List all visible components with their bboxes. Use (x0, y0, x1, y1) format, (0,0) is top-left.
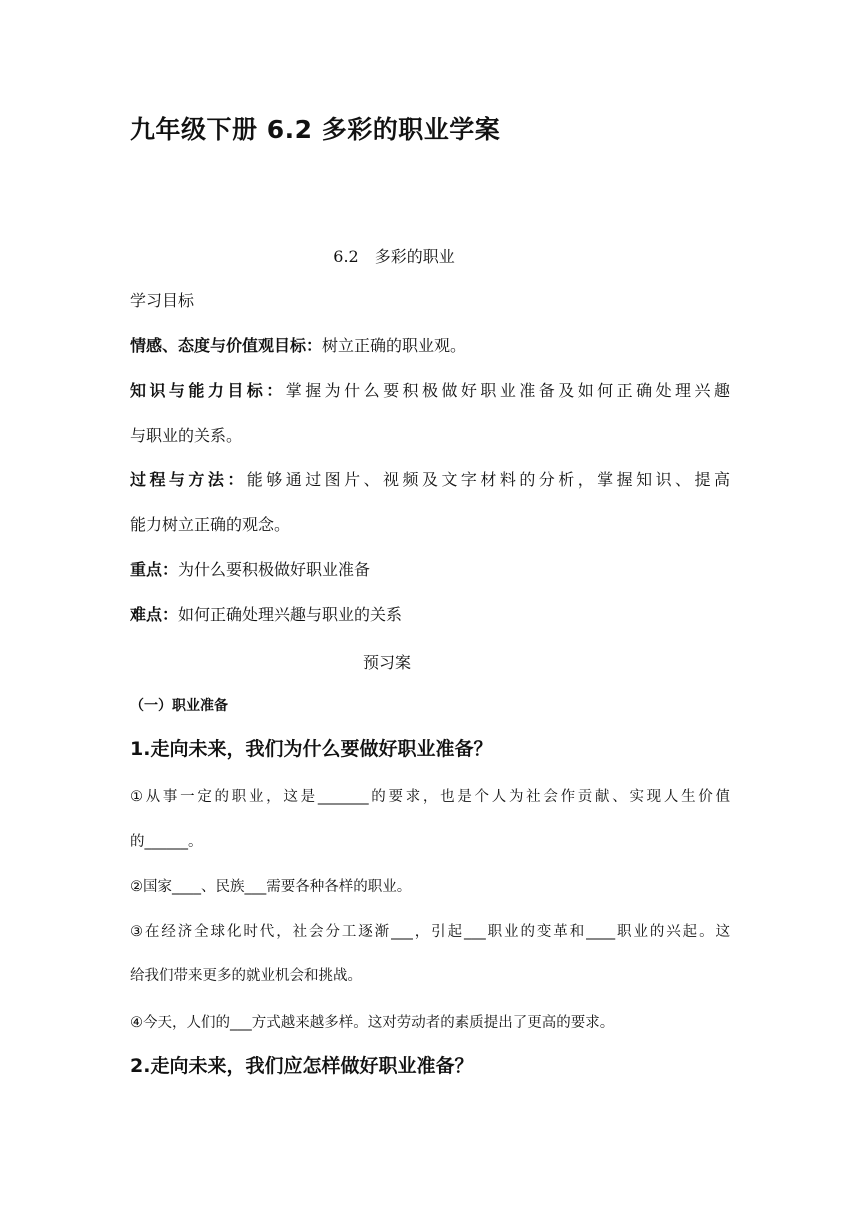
list-item: ③在经济全球化时代，社会分工逐渐___，引起___职业的变革和____职业的兴起。这 (130, 924, 730, 940)
goal-label: 重点： (130, 560, 179, 579)
goal-process (130, 469, 730, 491)
list-item-cont: 的______。 (130, 834, 203, 850)
lesson-subtitle-text: 6.2 多彩的职业 (333, 247, 455, 266)
question-heading: 2.走向未来，我们应怎样做好职业准备？ (130, 1055, 474, 1077)
document-title: 九年级下册 6.2 多彩的职业学案 (130, 115, 501, 144)
goal-knowledge-cont: 与职业的关系。 (130, 426, 243, 445)
goal-text: 为什么要积极做好职业准备 (178, 560, 371, 579)
goal-text: 树立正确的职业观。 (322, 336, 467, 355)
goal-knowledge (130, 380, 730, 402)
goal-text: 如何正确处理兴趣与职业的关系 (178, 605, 403, 624)
preview-heading (0, 650, 860, 673)
difficult-point (130, 604, 730, 626)
goal-label: 难点： (130, 605, 179, 624)
goal-emotion (130, 335, 730, 357)
goal-text: 掌握为什么要积极做好职业准备及如何正确处理兴趣 (285, 381, 730, 400)
goal-label: 过程与方法： (130, 470, 247, 489)
key-point (130, 559, 730, 581)
goals-heading: 学习目标 (130, 291, 195, 310)
goal-process-cont: 能力树立正确的观念。 (130, 515, 291, 534)
list-item: ②国家____、民族___需要各种各样的职业。 (130, 879, 412, 895)
section-heading: （一）职业准备 (130, 698, 228, 714)
preview-heading-text: 预习案 (362, 653, 411, 672)
lesson-subtitle (0, 244, 860, 267)
question-heading: 1.走向未来，我们为什么要做好职业准备？ (130, 738, 493, 760)
list-item: ④今天，人们的___方式越来越多样。这对劳动者的素质提出了更高的要求。 (130, 1015, 615, 1031)
list-item: ①从事一定的职业，这是_______的要求，也是个人为社会作贡献、实现人生价值 (130, 789, 730, 805)
goal-text: 能够通过图片、视频及文字材料的分析，掌握知识、提高 (246, 470, 730, 489)
goal-label: 知识与能力目标： (130, 381, 286, 400)
goal-label: 情感、态度与价值观目标： (130, 336, 323, 355)
list-item-cont: 给我们带来更多的就业机会和挑战。 (130, 968, 362, 984)
